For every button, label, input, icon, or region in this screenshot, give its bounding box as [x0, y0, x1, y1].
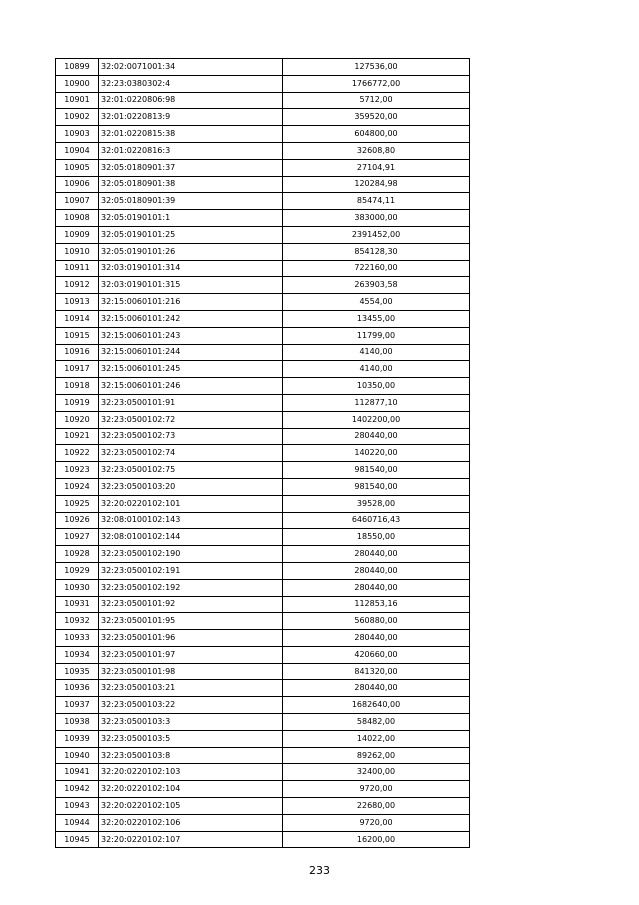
- cadastral-value-cell: 39528,00: [283, 495, 470, 512]
- cadastral-value-cell: 280440,00: [283, 630, 470, 647]
- table-row: [56, 193, 470, 210]
- table-row: [56, 92, 470, 109]
- row-number-cell: 10920: [56, 411, 99, 428]
- table-row: [56, 764, 470, 781]
- cadastral-number-cell: 32:23:0500102:73: [99, 428, 283, 445]
- row-number-cell: 10940: [56, 747, 99, 764]
- cadastral-number-cell: 32:23:0500103:22: [99, 697, 283, 714]
- cadastral-value-cell: 280440,00: [283, 546, 470, 563]
- table-row: [56, 546, 470, 563]
- cadastral-value-cell: 14022,00: [283, 730, 470, 747]
- cadastral-value-cell: 280440,00: [283, 680, 470, 697]
- table-row: [56, 714, 470, 731]
- row-number-cell: 10926: [56, 512, 99, 529]
- row-number-cell: 10934: [56, 646, 99, 663]
- cadastral-number-cell: 32:23:0500101:92: [99, 596, 283, 613]
- cadastral-value-cell: 560880,00: [283, 613, 470, 630]
- table-row: [56, 630, 470, 647]
- cadastral-value-cell: 89262,00: [283, 747, 470, 764]
- cadastral-value-cell: 140220,00: [283, 445, 470, 462]
- table-row: [56, 613, 470, 630]
- row-number-cell: 10937: [56, 697, 99, 714]
- cadastral-value-cell: 420660,00: [283, 646, 470, 663]
- cadastral-number-cell: 32:20:0220102:104: [99, 781, 283, 798]
- table-row: [56, 411, 470, 428]
- table-row: [56, 798, 470, 815]
- cadastral-number-cell: 32:15:0060101:242: [99, 310, 283, 327]
- cadastral-number-cell: 32:23:0500103:8: [99, 747, 283, 764]
- row-number-cell: 10899: [56, 59, 99, 76]
- cadastral-value-cell: 841320,00: [283, 663, 470, 680]
- cadastral-number-cell: 32:23:0500103:5: [99, 730, 283, 747]
- cadastral-value-cell: 112877,10: [283, 394, 470, 411]
- row-number-cell: 10923: [56, 462, 99, 479]
- cadastral-value-cell: 32400,00: [283, 764, 470, 781]
- cadastral-number-cell: 32:20:0220102:101: [99, 495, 283, 512]
- table-row: [56, 646, 470, 663]
- cadastral-number-cell: 32:05:0190101:26: [99, 243, 283, 260]
- row-number-cell: 10936: [56, 680, 99, 697]
- table-row: [56, 310, 470, 327]
- cadastral-number-cell: 32:23:0500102:192: [99, 579, 283, 596]
- cadastral-value-cell: 263903,58: [283, 277, 470, 294]
- row-number-cell: 10938: [56, 714, 99, 731]
- row-number-cell: 10905: [56, 159, 99, 176]
- row-number-cell: 10931: [56, 596, 99, 613]
- row-number-cell: 10918: [56, 378, 99, 395]
- row-number-cell: 10924: [56, 478, 99, 495]
- table-row: [56, 176, 470, 193]
- cadastral-number-cell: 32:01:0220815:38: [99, 126, 283, 143]
- row-number-cell: 10906: [56, 176, 99, 193]
- cadastral-value-cell: 112853,16: [283, 596, 470, 613]
- row-number-cell: 10928: [56, 546, 99, 563]
- cadastral-value-cell: 604800,00: [283, 126, 470, 143]
- row-number-cell: 10913: [56, 294, 99, 311]
- cadastral-number-cell: 32:05:0180901:37: [99, 159, 283, 176]
- cadastral-number-cell: 32:05:0190101:25: [99, 226, 283, 243]
- table-row: [56, 277, 470, 294]
- table-row: [56, 579, 470, 596]
- cadastral-number-cell: 32:01:0220813:9: [99, 109, 283, 126]
- cadastral-value-cell: 11799,00: [283, 327, 470, 344]
- table-row: [56, 462, 470, 479]
- cadastral-number-cell: 32:23:0500102:75: [99, 462, 283, 479]
- table-row: [56, 781, 470, 798]
- cadastral-value-cell: 1402200,00: [283, 411, 470, 428]
- cadastral-number-cell: 32:23:0500102:72: [99, 411, 283, 428]
- row-number-cell: 10907: [56, 193, 99, 210]
- cadastral-number-cell: 32:23:0500102:190: [99, 546, 283, 563]
- cadastral-value-cell: 5712,00: [283, 92, 470, 109]
- row-number-cell: 10902: [56, 109, 99, 126]
- table-row: [56, 445, 470, 462]
- cadastral-value-cell: 58482,00: [283, 714, 470, 731]
- row-number-cell: 10916: [56, 344, 99, 361]
- cadastral-value-cell: 280440,00: [283, 562, 470, 579]
- cadastral-number-cell: 32:23:0500101:95: [99, 613, 283, 630]
- row-number-cell: 10941: [56, 764, 99, 781]
- cadastral-value-cell: 1766772,00: [283, 75, 470, 92]
- table-row: [56, 243, 470, 260]
- row-number-cell: 10909: [56, 226, 99, 243]
- row-number-cell: 10917: [56, 361, 99, 378]
- table-row: [56, 142, 470, 159]
- cadastral-number-cell: 32:01:0220806:98: [99, 92, 283, 109]
- cadastral-value-cell: 10350,00: [283, 378, 470, 395]
- cadastral-value-cell: 127536,00: [283, 59, 470, 76]
- cadastral-number-cell: 32:08:0100102:143: [99, 512, 283, 529]
- cadastral-value-cell: 854128,30: [283, 243, 470, 260]
- cadastral-number-cell: 32:15:0060101:243: [99, 327, 283, 344]
- table-row: [56, 126, 470, 143]
- cadastral-value-cell: 120284,98: [283, 176, 470, 193]
- table-row: [56, 226, 470, 243]
- table-row: [56, 495, 470, 512]
- cadastral-number-cell: 32:20:0220102:106: [99, 814, 283, 831]
- cadastral-number-cell: 32:15:0060101:244: [99, 344, 283, 361]
- cadastral-number-cell: 32:23:0500101:97: [99, 646, 283, 663]
- cadastral-number-cell: 32:08:0100102:144: [99, 529, 283, 546]
- cadastral-number-cell: 32:23:0380302:4: [99, 75, 283, 92]
- row-number-cell: 10912: [56, 277, 99, 294]
- row-number-cell: 10930: [56, 579, 99, 596]
- cadastral-value-cell: 13455,00: [283, 310, 470, 327]
- table-row: [56, 529, 470, 546]
- row-number-cell: 10925: [56, 495, 99, 512]
- cadastral-number-cell: 32:23:0500103:20: [99, 478, 283, 495]
- table-row: [56, 831, 470, 848]
- cadastral-number-cell: 32:02:0071001:34: [99, 59, 283, 76]
- row-number-cell: 10903: [56, 126, 99, 143]
- row-number-cell: 10900: [56, 75, 99, 92]
- table-row: [56, 697, 470, 714]
- cadastral-value-cell: 981540,00: [283, 462, 470, 479]
- table-row: [56, 747, 470, 764]
- row-number-cell: 10904: [56, 142, 99, 159]
- cadastral-number-cell: 32:05:0180901:38: [99, 176, 283, 193]
- row-number-cell: 10915: [56, 327, 99, 344]
- table-row: [56, 478, 470, 495]
- table-row: [56, 680, 470, 697]
- table-row: [56, 327, 470, 344]
- row-number-cell: 10932: [56, 613, 99, 630]
- cadastral-value-cell: 9720,00: [283, 781, 470, 798]
- table-row: [56, 596, 470, 613]
- cadastral-number-cell: 32:23:0500102:191: [99, 562, 283, 579]
- row-number-cell: 10935: [56, 663, 99, 680]
- table-row: [56, 260, 470, 277]
- cadastral-number-cell: 32:20:0220102:105: [99, 798, 283, 815]
- cadastral-value-cell: 16200,00: [283, 831, 470, 848]
- row-number-cell: 10945: [56, 831, 99, 848]
- cadastral-value-cell: 383000,00: [283, 210, 470, 227]
- table-row: [56, 663, 470, 680]
- cadastral-number-cell: 32:05:0190101:1: [99, 210, 283, 227]
- table-row: [56, 59, 470, 76]
- cadastral-value-cell: 4140,00: [283, 361, 470, 378]
- table-row: [56, 394, 470, 411]
- cadastral-number-cell: 32:03:0190101:314: [99, 260, 283, 277]
- cadastral-value-cell: 4140,00: [283, 344, 470, 361]
- table-row: [56, 361, 470, 378]
- table-row: [56, 378, 470, 395]
- row-number-cell: 10942: [56, 781, 99, 798]
- cadastral-value-cell: 722160,00: [283, 260, 470, 277]
- cadastral-value-cell: 9720,00: [283, 814, 470, 831]
- table-row: [56, 159, 470, 176]
- table-body: [56, 59, 470, 848]
- table-row: [56, 428, 470, 445]
- row-number-cell: 10939: [56, 730, 99, 747]
- cadastral-value-cell: 2391452,00: [283, 226, 470, 243]
- cadastral-value-cell: 18550,00: [283, 529, 470, 546]
- cadastral-number-cell: 32:15:0060101:246: [99, 378, 283, 395]
- row-number-cell: 10927: [56, 529, 99, 546]
- row-number-cell: 10943: [56, 798, 99, 815]
- cadastral-value-table: [55, 58, 470, 848]
- row-number-cell: 10922: [56, 445, 99, 462]
- cadastral-number-cell: 32:15:0060101:216: [99, 294, 283, 311]
- cadastral-number-cell: 32:23:0500103:21: [99, 680, 283, 697]
- cadastral-number-cell: 32:05:0180901:39: [99, 193, 283, 210]
- row-number-cell: 10914: [56, 310, 99, 327]
- cadastral-number-cell: 32:23:0500102:74: [99, 445, 283, 462]
- table-row: [56, 294, 470, 311]
- row-number-cell: 10908: [56, 210, 99, 227]
- row-number-cell: 10933: [56, 630, 99, 647]
- cadastral-number-cell: 32:15:0060101:245: [99, 361, 283, 378]
- cadastral-value-cell: 32608,80: [283, 142, 470, 159]
- table-row: [56, 730, 470, 747]
- cadastral-value-cell: 22680,00: [283, 798, 470, 815]
- page-number: 233: [309, 864, 330, 877]
- table-row: [56, 109, 470, 126]
- row-number-cell: 10911: [56, 260, 99, 277]
- table-row: [56, 512, 470, 529]
- cadastral-value-cell: 280440,00: [283, 428, 470, 445]
- cadastral-number-cell: 32:23:0500101:96: [99, 630, 283, 647]
- table-row: [56, 344, 470, 361]
- cadastral-value-cell: 1682640,00: [283, 697, 470, 714]
- cadastral-value-cell: 359520,00: [283, 109, 470, 126]
- cadastral-value-cell: 981540,00: [283, 478, 470, 495]
- row-number-cell: 10910: [56, 243, 99, 260]
- cadastral-value-cell: 280440,00: [283, 579, 470, 596]
- cadastral-number-cell: 32:20:0220102:107: [99, 831, 283, 848]
- cadastral-number-cell: 32:01:0220816:3: [99, 142, 283, 159]
- row-number-cell: 10944: [56, 814, 99, 831]
- table-row: [56, 814, 470, 831]
- cadastral-value-cell: 4554,00: [283, 294, 470, 311]
- cadastral-number-cell: 32:23:0500101:91: [99, 394, 283, 411]
- cadastral-number-cell: 32:03:0190101:315: [99, 277, 283, 294]
- table-row: [56, 75, 470, 92]
- cadastral-value-cell: 27104,91: [283, 159, 470, 176]
- table-row: [56, 562, 470, 579]
- row-number-cell: 10921: [56, 428, 99, 445]
- table-row: [56, 210, 470, 227]
- cadastral-number-cell: 32:23:0500101:98: [99, 663, 283, 680]
- cadastral-value-cell: 85474,11: [283, 193, 470, 210]
- cadastral-value-cell: 6460716,43: [283, 512, 470, 529]
- row-number-cell: 10919: [56, 394, 99, 411]
- row-number-cell: 10929: [56, 562, 99, 579]
- cadastral-number-cell: 32:20:0220102:103: [99, 764, 283, 781]
- cadastral-number-cell: 32:23:0500103:3: [99, 714, 283, 731]
- row-number-cell: 10901: [56, 92, 99, 109]
